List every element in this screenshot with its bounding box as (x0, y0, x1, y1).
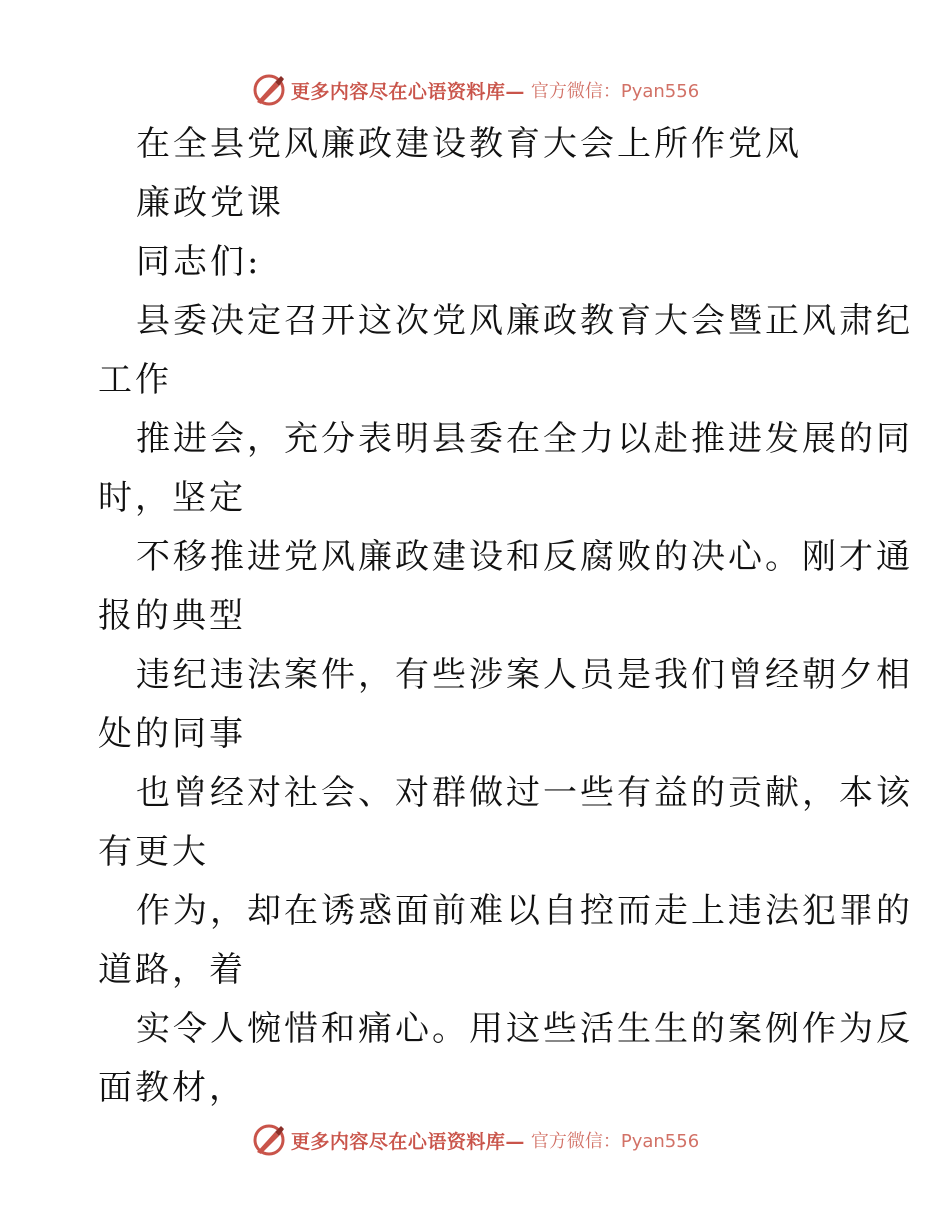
salutation: 同志们: (136, 242, 262, 282)
paragraph-line: 处的同事 (98, 714, 246, 754)
paragraph-line: 不移推进党风廉政建设和反腐败的决心。刚才通 (136, 537, 913, 577)
paragraph-line: 有更大 (98, 832, 209, 872)
paragraph-line: 也曾经对社会、对群做过一些有益的贡献，本该 (136, 773, 913, 813)
document-body (98, 115, 913, 1118)
footer-wechat-text: 官方微信：Pyan556 (530, 1131, 700, 1152)
footer-promo-text: 更多内容尽在心语资料库— (290, 1130, 525, 1153)
paragraph-line: 报的典型 (98, 596, 246, 636)
footer-watermark (0, 1120, 950, 1160)
paragraph-line: 作为，却在诱惑面前难以自控而走上违法犯罪的 (136, 891, 913, 931)
pen-logo-icon (251, 1122, 287, 1158)
paragraph-line: 工作 (98, 360, 172, 400)
paragraph-line: 推进会，充分表明县委在全力以赴推进发展的同 (136, 419, 913, 459)
paragraph-line: 实令人惋惜和痛心。用这些活生生的案例作为反 (136, 1009, 913, 1049)
header-watermark (0, 70, 950, 110)
title-line-1: 在全县党风廉政建设教育大会上所作党风 (136, 124, 802, 164)
title-line-2: 廉政党课 (136, 183, 284, 223)
header-promo-text: 更多内容尽在心语资料库— (290, 80, 525, 103)
paragraph-line: 面教材， (98, 1068, 246, 1108)
header-wechat-text: 官方微信：Pyan556 (530, 81, 700, 102)
paragraph-line: 县委决定召开这次党风廉政教育大会暨正风肃纪 (136, 301, 913, 341)
paragraph-line: 时，坚定 (98, 478, 246, 518)
pen-logo-icon (251, 72, 287, 108)
paragraph-line: 违纪违法案件，有些涉案人员是我们曾经朝夕相 (136, 655, 913, 695)
paragraph-line: 道路，着 (98, 950, 246, 990)
